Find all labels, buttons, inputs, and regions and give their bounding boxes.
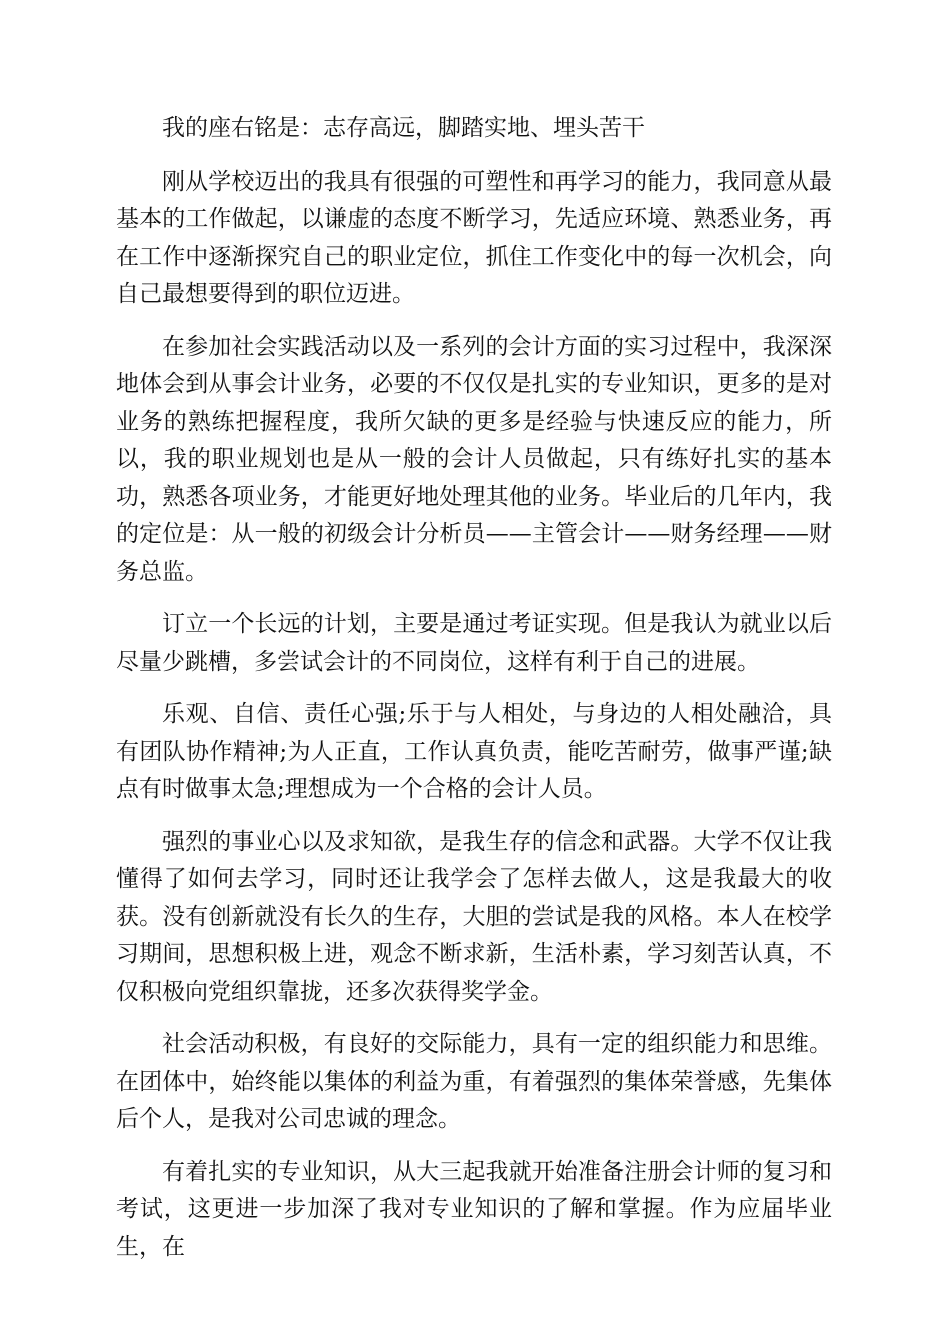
paragraph-ambition: 强烈的事业心以及求知欲，是我生存的信念和武器。大学不仅让我懂得了如何去学习，同时还让我学会了怎样去做人，这是我最大的收获。没有创新就没有长久的生存，大胆的尝试是我的风格。本人在校学习期间，思想积极上进，观念不断求新，生活朴素，学习刻苦认真，不仅积极向党组织靠拢，还多次获得奖学金。	[116, 828, 832, 1005]
paragraph-social-activity: 社会活动积极，有良好的交际能力，具有一定的组织能力和思维。在团体中，始终能以集体的利益为重，有着强烈的集体荣誉感，先集体后个人，是我对公司忠诚的理念。	[116, 1031, 832, 1132]
document-body	[116, 110, 832, 1281]
paragraph-motto: 我的座右铭是：志存高远，脚踏实地、埋头苦干	[162, 115, 645, 141]
paragraph-career-plan: 在参加社会实践活动以及一系列的会计方面的实习过程中，我深深地体会到从事会计业务，必要的不仅仅是扎实的专业知识，更多的是对业务的熟练把握程度，我所欠缺的更多是经验与快速反应的能力，所以，我的职业规划也是从一般的会计人员做起，只有练好扎实的基本功，熟悉各项业务，才能更好地处理其他的业务。毕业后的几年内，我的定位是：从一般的初级会计分析员——主管会计——财务经理——财务总监。	[116, 333, 832, 585]
paragraph-professional-knowledge: 有着扎实的专业知识，从大三起我就开始准备注册会计师的复习和考试，这更进一步加深了我对专业知识的了解和掌握。作为应届毕业生，在	[116, 1158, 832, 1260]
paragraph-personality: 乐观、自信、责任心强;乐于与人相处，与身边的人相处融洽，具有团队协作精神;为人正直，工作认真负责，能吃苦耐劳，做事严谨;缺点有时做事太急;理想成为一个合格的会计人员。	[116, 701, 832, 802]
paragraph-long-term-plan: 订立一个长远的计划，主要是通过考证实现。但是我认为就业以后尽量少跳槽，多尝试会计的不同岗位，这样有利于自己的进展。	[116, 611, 832, 675]
paragraph-career-start: 刚从学校迈出的我具有很强的可塑性和再学习的能力，我同意从最基本的工作做起，以谦虚的态度不断学习，先适应环境、熟悉业务，再在工作中逐渐探究自己的职业定位，抓住工作变化中的每一次机会，向自己最想要得到的职位迈进。	[116, 168, 832, 307]
